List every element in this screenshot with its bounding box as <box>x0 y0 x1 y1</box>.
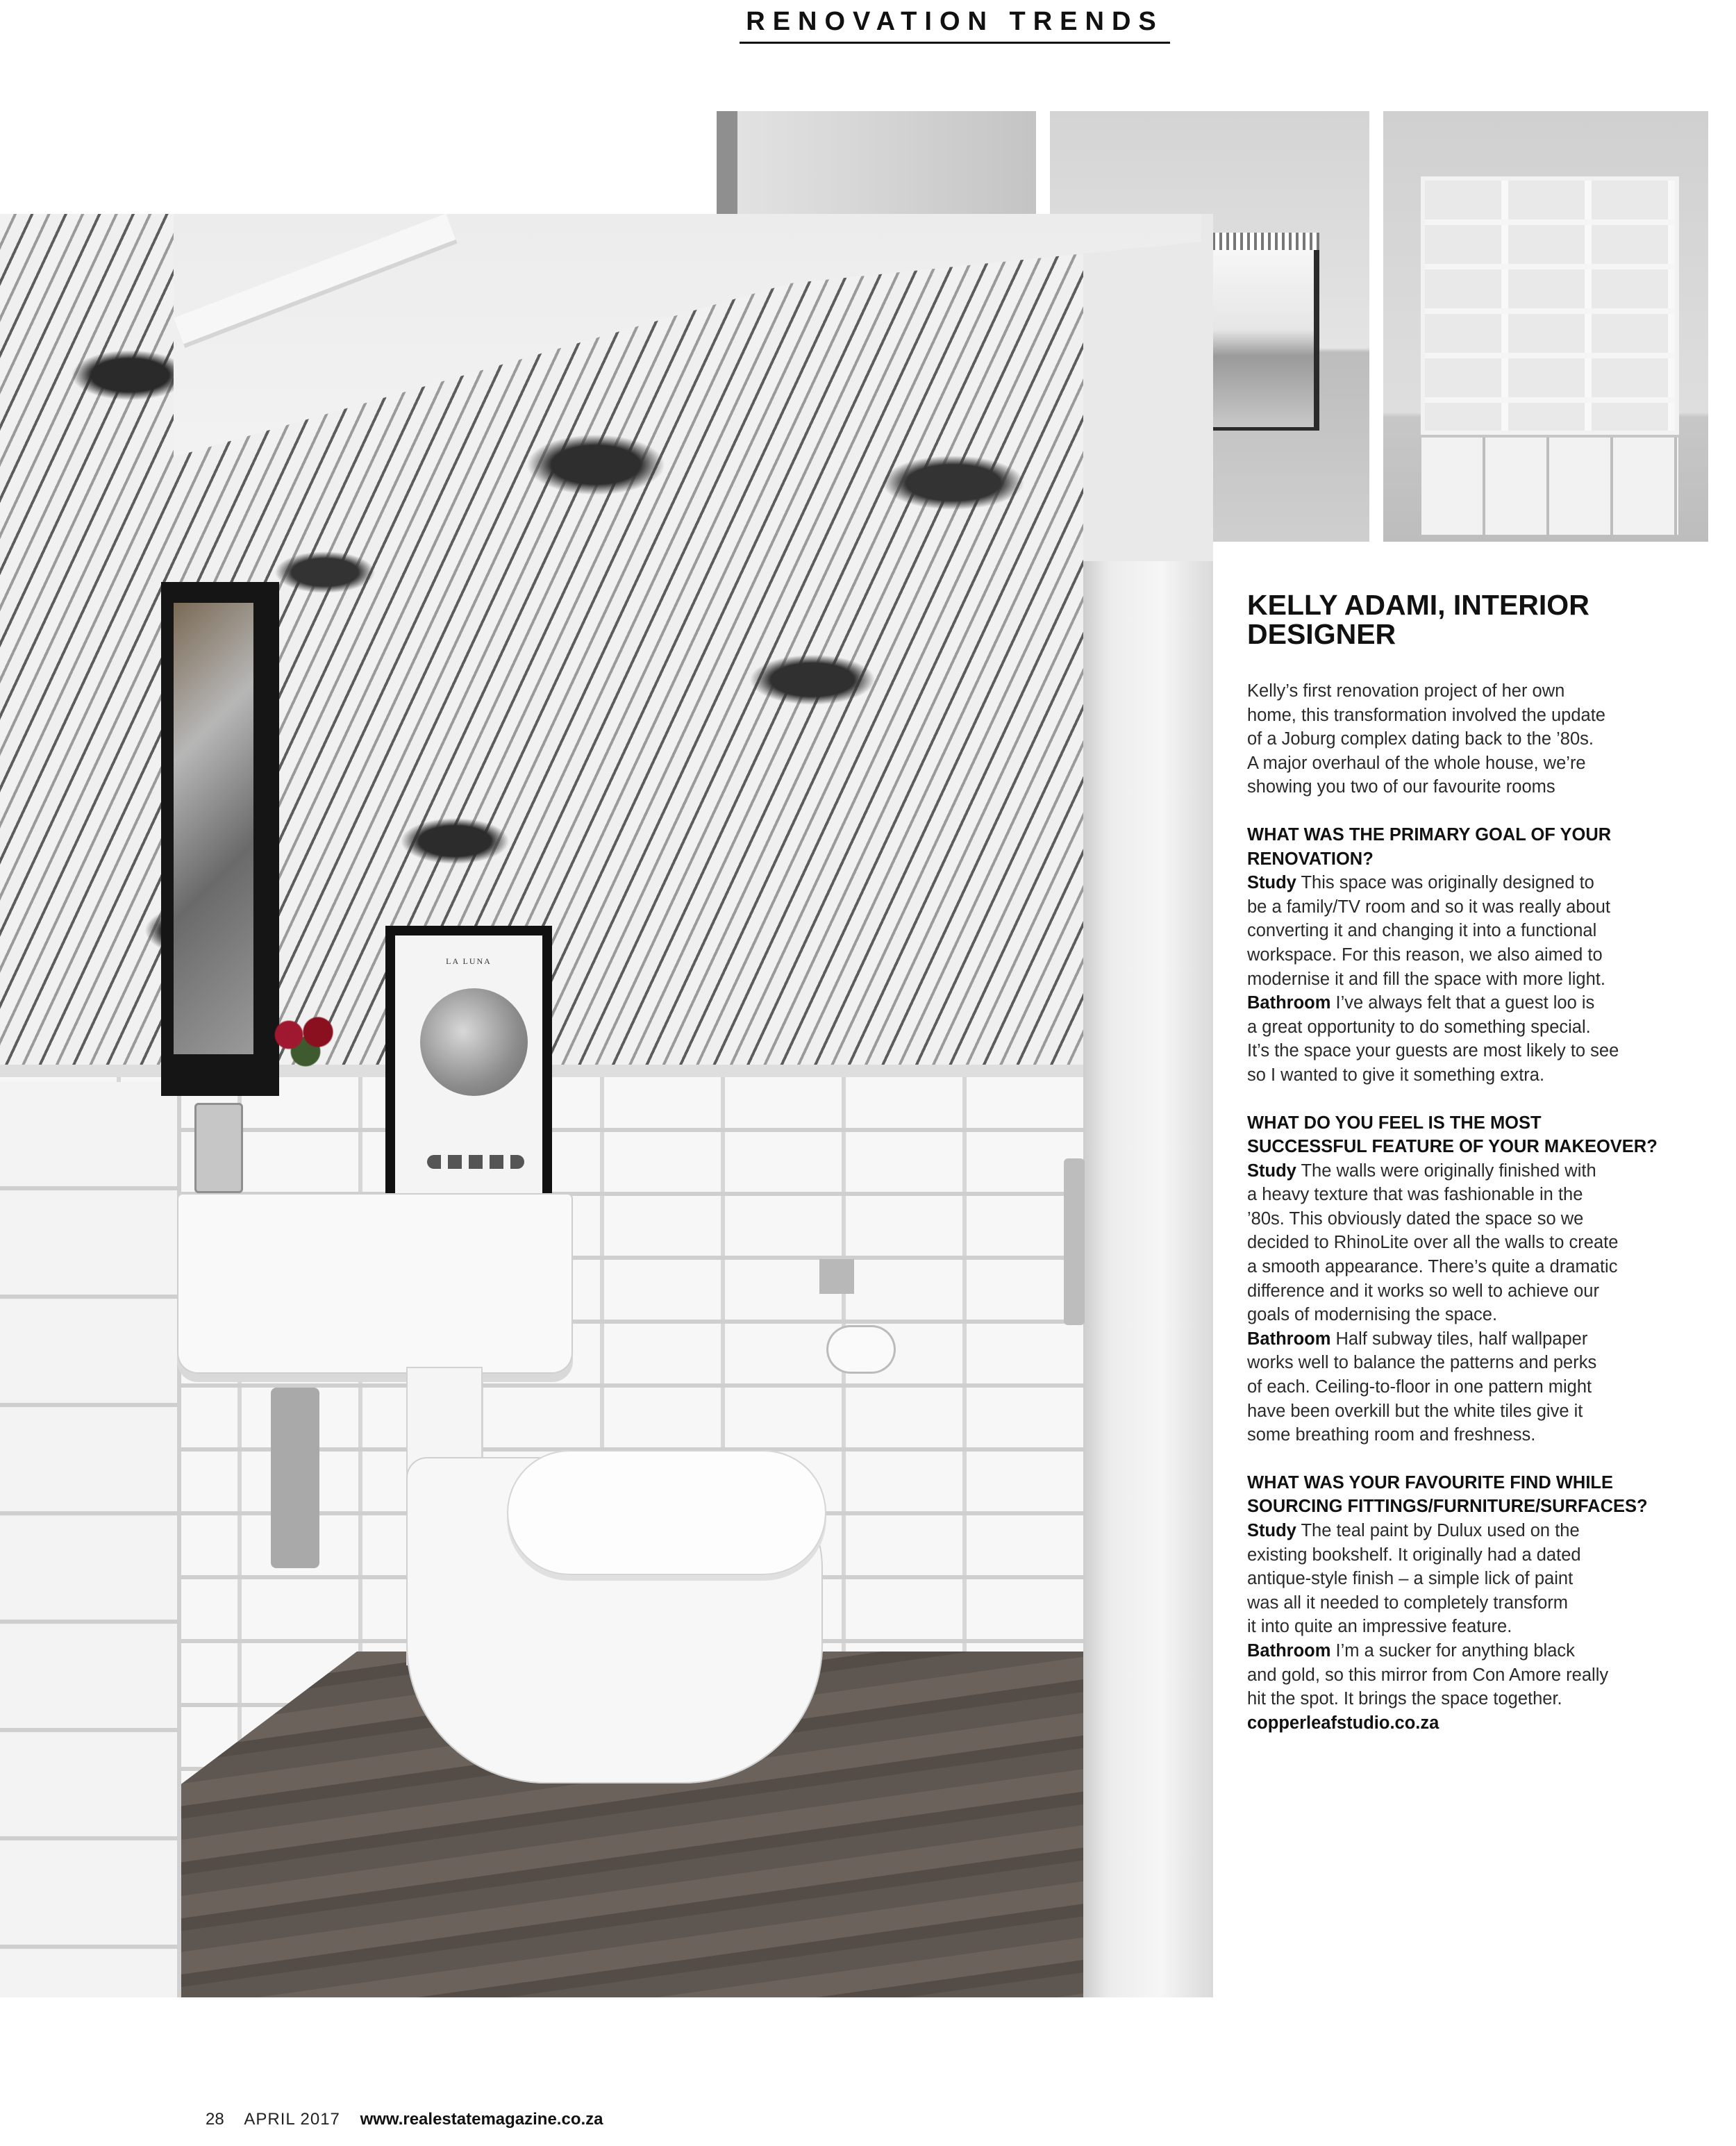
answer-text: This space was originally designed to be a family/TV room and so it was really about converting it and changing it into a functional workspace. For this reason, we also aimed to modernise it and fill the space with more light. <box>1247 873 1610 989</box>
answer-room-label: Study <box>1247 873 1296 893</box>
door-handle <box>1064 1158 1085 1325</box>
answer-room-label: Bathroom <box>1247 993 1331 1013</box>
answer-text: The walls were originally finished with a heavy texture that was fashionable in the ’80s. This obviously dated the space so we decided to RhinoLite over all the walls to create a smooth appearance. There’s quite a dramatic difference and it works so well to achieve our goals of modernising the space. <box>1247 1161 1619 1325</box>
mirror-glass <box>174 603 253 1054</box>
basin-trap <box>271 1388 319 1568</box>
wall-basin <box>177 1193 573 1374</box>
moon-phases <box>427 1155 524 1169</box>
section-title: RENOVATION TRENDS <box>746 7 1164 36</box>
answer-text: I’ve always felt that a guest loo is a great opportunity to do something special. It’s the space your guests are most likely to see so I wanted to give it something extra. <box>1247 993 1619 1085</box>
black-framed-mirror <box>161 582 279 1096</box>
red-flowers <box>264 1013 347 1068</box>
question-feature: WHAT DO YOU FEEL IS THE MOST SUCCESSFUL FEATURE OF YOUR MAKEOVER? <box>1247 1113 1658 1157</box>
answer-room-label: Bathroom <box>1247 1329 1331 1349</box>
left-tiled-wall <box>0 1082 177 1997</box>
answer-text: Half subway tiles, half wallpaper works well to balance the patterns and perks of each. Ceiling-to-floor in one pattern might have been overkill but the white tiles give it some breathing room and freshness. <box>1247 1329 1597 1445</box>
answer-room-label: Study <box>1247 1161 1296 1181</box>
magazine-website-link[interactable]: www.realestatemagazine.co.za <box>360 2110 603 2129</box>
header-underline <box>740 42 1170 44</box>
before-photo-bookshelf <box>1383 111 1708 542</box>
article-headline <box>1247 590 1699 649</box>
chrome-tap <box>194 1103 243 1193</box>
question-find: WHAT WAS YOUR FAVOURITE FIND WHILE SOURCING FITTINGS/FURNITURE/SURFACES? <box>1247 1472 1648 1517</box>
answer-text: The teal paint by Dulux used on the existing bookshelf. It originally had a dated antique-style finish – a simple lick of paint was all it needed to completely transform it into quite an impressive feature. <box>1247 1521 1581 1637</box>
bookshelf-unit <box>1425 181 1675 431</box>
qa-block-feature <box>1247 1111 1699 1447</box>
toilet-roll-holder <box>819 1259 854 1294</box>
poster-title: LA LUNA <box>446 956 492 966</box>
answer-text: I’m a sucker for anything black and gold, so this mirror from Con Amore really hit the spot. It brings the space together. <box>1247 1640 1609 1709</box>
article-intro: Kelly’s first renovation project of her own home, this transformation involved the update of a Joburg complex dating back to the ’80s. A major overhaul of the whole house, we’re showing you two of our favourite rooms <box>1247 681 1605 797</box>
toilet-lid <box>507 1450 826 1575</box>
section-header <box>740 4 1170 47</box>
answer-room-label: Study <box>1247 1521 1296 1540</box>
designer-website-link[interactable]: copperleafstudio.co.za <box>1247 1713 1439 1733</box>
answer-goal-bathroom <box>1247 991 1699 1087</box>
white-door <box>1083 561 1213 1997</box>
answer-find-bathroom <box>1247 1639 1699 1711</box>
main-photo-bathroom <box>0 214 1213 1997</box>
answer-goal-study <box>1247 871 1699 991</box>
answer-feature-study <box>1247 1159 1699 1327</box>
qa-block-find <box>1247 1471 1699 1736</box>
question-goal: WHAT WAS THE PRIMARY GOAL OF YOUR RENOVATION? <box>1247 824 1612 869</box>
page-number: 28 <box>206 2110 224 2129</box>
answer-find-study <box>1247 1519 1699 1639</box>
article <box>1247 590 1699 1735</box>
moon-graphic <box>420 988 528 1096</box>
issue-date: APRIL 2017 <box>244 2110 340 2129</box>
page-footer <box>206 2109 603 2130</box>
toilet-roll <box>826 1325 896 1374</box>
bookshelf-cabinets <box>1421 438 1678 535</box>
qa-block-goal <box>1247 823 1699 1088</box>
headline-text: KELLY ADAMI, INTERIOR DESIGNER <box>1247 589 1589 650</box>
answer-room-label: Bathroom <box>1247 1640 1331 1661</box>
answer-feature-bathroom <box>1247 1327 1699 1447</box>
